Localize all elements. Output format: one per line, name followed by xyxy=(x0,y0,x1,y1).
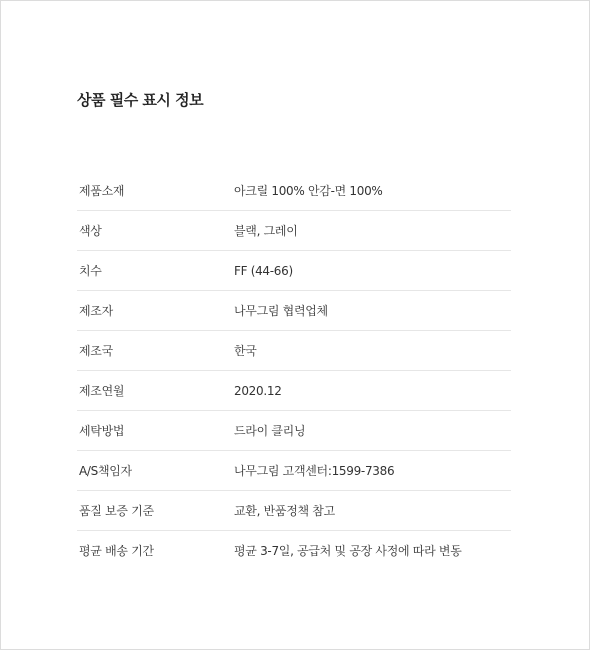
row-label: 제조국 xyxy=(77,331,234,371)
section-title: 상품 필수 표시 정보 xyxy=(77,91,204,109)
row-label: 평균 배송 기간 xyxy=(79,544,154,558)
row-value: 나무그림 고객센터:1599-7386 xyxy=(234,451,511,491)
row-label: 품질 보증 기준 xyxy=(77,491,234,531)
row-value: 드라이 클리닝 xyxy=(234,411,511,451)
table-row xyxy=(77,331,511,371)
row-value: 블랙, 그레이 xyxy=(234,211,511,251)
row-value: 나무그림 협력업체 xyxy=(234,291,511,331)
row-label: 치수 xyxy=(77,251,234,291)
row-value: FF (44-66) xyxy=(234,251,511,291)
row-label: 제품소재 xyxy=(77,171,234,211)
row-value: 교환, 반품정책 참고 xyxy=(234,491,511,531)
table-row xyxy=(77,251,511,291)
row-label: 제조연월 xyxy=(77,371,234,411)
table-row xyxy=(77,371,511,411)
row-value: 아크릴 100% 안감-면 100% xyxy=(234,171,511,211)
row-label: 색상 xyxy=(77,211,234,251)
row-label: 세탁방법 xyxy=(77,411,234,451)
table-row xyxy=(77,171,511,211)
product-info-table xyxy=(77,171,511,570)
table-row xyxy=(77,491,511,531)
table-row xyxy=(77,291,511,331)
row-value: 한국 xyxy=(234,331,511,371)
table-row xyxy=(77,531,511,571)
table-row xyxy=(77,451,511,491)
row-value: 평균 3-7일, 공급처 및 공장 사정에 따라 변동 xyxy=(234,544,462,558)
row-label: 제조자 xyxy=(77,291,234,331)
table-row xyxy=(77,411,511,451)
table-row xyxy=(77,211,511,251)
row-label: A/S책임자 xyxy=(77,451,234,491)
row-value: 2020.12 xyxy=(234,371,511,411)
